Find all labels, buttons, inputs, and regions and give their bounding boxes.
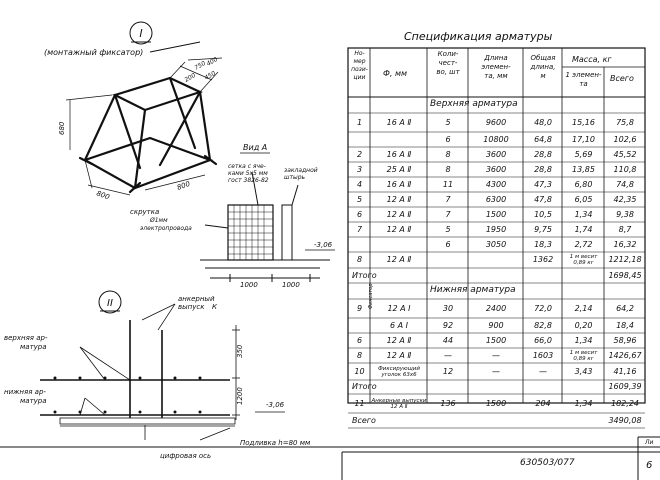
view-1-dim-base-right: 800 (175, 179, 192, 192)
table-cell-qty: 7 (445, 209, 451, 219)
sheet-corner-label: Ли (645, 439, 654, 446)
table-cell-tl: 66,0 (534, 335, 552, 345)
table-cell-phi: 16 А Ⅱ (386, 179, 412, 189)
view-1-caption: (монтажный фиксатор) (44, 48, 144, 57)
header-quantity (428, 50, 468, 77)
view-a-mesh-2: ками 5х5 мм (228, 170, 268, 177)
table-cell-mt: 1698,45 (608, 270, 642, 280)
table-cell-mt: 3490,08 (608, 415, 642, 425)
header-tl-line: Общая (530, 54, 556, 62)
table-cell-tl: 48,0 (534, 117, 552, 127)
table-cell-pos: 6 (356, 209, 363, 219)
table-cell-m1: 1 м весит 0,89 кг (569, 349, 598, 362)
table-cell-len: 900 (488, 320, 504, 330)
table-cell-mt: 182,24 (611, 398, 639, 408)
table-cell-pos: 11 (354, 398, 365, 408)
table-cell-len: 4300 (485, 179, 507, 189)
table-cell-m1: 15,16 (572, 117, 595, 127)
table-cell-mt: 41,16 (613, 366, 637, 376)
table-cell-phi: Фиксирующий уголок 63х6 (378, 365, 420, 378)
table-cell-mt: 8,7 (618, 224, 632, 234)
view-a-mesh-3: гост 3826-82 (228, 177, 269, 184)
view-a-twist-3: электропровода (140, 225, 192, 232)
table-cell-len: 2400 (485, 303, 507, 313)
view-2-section (4, 291, 311, 460)
table-cell-pos: 6 (356, 335, 363, 345)
view-1-dim-2: 750 (193, 59, 207, 72)
table-cell-mt: 9,38 (616, 209, 634, 219)
view-1-dim-base-left: 800 (95, 189, 111, 202)
table-cell-pos: 7 (356, 224, 363, 234)
table-cell-m1: 1,74 (574, 224, 593, 234)
table-cell-len: 10800 (483, 134, 509, 144)
table-cell-mt: 42,35 (613, 194, 637, 204)
view-1-dim-1: 400 (205, 55, 219, 68)
table-cell-mt: 16,32 (613, 239, 637, 249)
table-cell-qty: 7 (445, 194, 451, 204)
table-cell-qty: 8 (445, 164, 451, 174)
table-cell-tl: — (539, 366, 547, 376)
table-cell-phi: 6 А Ⅰ (389, 320, 408, 330)
view-a-dim-2: 1000 (282, 281, 300, 289)
table-cell-pos: 5 (356, 194, 363, 204)
view-a-title: Вид А (243, 143, 268, 152)
table-cell-tl: 10,5 (534, 209, 552, 219)
view-2-anchor-k: К (212, 303, 217, 311)
view-1-marker-label: I (139, 27, 143, 40)
view-2-bot-2: матура (20, 397, 47, 405)
header-qty-line: во, шт (436, 68, 460, 76)
header-mass: Масса, кг (572, 55, 612, 64)
table-cell-mt: 110,8 (613, 164, 637, 174)
table-cell-m1: 1,34 (574, 209, 593, 219)
table-cell-m1: 6,80 (574, 179, 593, 189)
view-1-dim-4: 200 (183, 71, 197, 84)
table-cell-tl: 47,8 (534, 194, 552, 204)
table-cell-qty: 136 (440, 398, 456, 408)
table-cell-qty: 5 (445, 224, 451, 234)
view-2-bot-1: нижняя ар- (4, 388, 46, 396)
table-cell-m1: 17,10 (572, 134, 595, 144)
header-tl-line: м (540, 72, 546, 80)
header-total-length (524, 54, 562, 81)
table-cell-qty: 44 (442, 335, 454, 345)
table-cell-m1: 6,05 (574, 194, 593, 204)
table-cell-mt: 18,4 (616, 320, 634, 330)
table-cell-len: 1500 (485, 209, 507, 219)
view-2-anchor-2: выпуск (178, 303, 205, 311)
table-cell-phi: 16 А Ⅱ (386, 149, 412, 159)
table-cell-side-label: Фиксатор (368, 283, 374, 309)
view-1-dim-height: 680 (58, 121, 66, 135)
view-a-dim-1: 1000 (240, 281, 258, 289)
header-pos-line: ции (353, 74, 366, 81)
table-cell-tl: 9,75 (534, 224, 552, 234)
header-pos-line: мер (353, 58, 366, 65)
table-cell-tl: 28,8 (534, 164, 552, 174)
table-cell-len: 3600 (485, 149, 507, 159)
table-cell-pos: 9 (356, 303, 363, 313)
table-cell-qty: 11 (442, 179, 454, 189)
table-cell-tl: 1362 (532, 255, 554, 264)
view-1-dim-3: 450 (203, 69, 217, 82)
table-cell-phi: Анкерные выпуски 12 А Ⅱ (371, 397, 427, 410)
table-cell-qty: 8 (445, 149, 451, 159)
table-cell-qty: 6 (445, 239, 451, 249)
table-cell-m1: 1,34 (574, 335, 593, 345)
table-cell-len: — (492, 350, 500, 360)
table-cell-mt: 1426,67 (608, 350, 642, 360)
table-cell-mt: 74,8 (616, 179, 634, 189)
section-title: Верхняя арматура (430, 99, 518, 109)
table-cell-mt: 58,96 (613, 335, 637, 345)
view-2-level: -3,06 (266, 401, 285, 409)
header-mass-total: Всего (610, 74, 634, 83)
table-cell-m1: 3,43 (574, 366, 593, 376)
view-2-top-2: матура (20, 343, 47, 351)
table-cell-mt: 45,52 (613, 149, 637, 159)
header-qty-line: чест- (438, 59, 458, 67)
spec-title: Спецификация арматуры (404, 30, 553, 43)
table-cell-mt: 1212,18 (608, 255, 642, 264)
view-2-axis: цифровая ось (160, 452, 212, 460)
header-length (469, 54, 523, 81)
view-2-subgrade: Подливка h=80 мм (240, 439, 311, 447)
view-1-fixture (44, 22, 222, 202)
view-a-pin-1: закладной (284, 167, 318, 174)
table-cell-len: — (492, 366, 500, 376)
view-2-anchor-1: анкерный (178, 295, 215, 303)
table-cell-pos: Итого (352, 382, 377, 391)
table-cell-phi: 12 А Ⅱ (386, 194, 412, 204)
table-cell-len: 3050 (485, 239, 507, 249)
table-cell-mt: 64,2 (616, 303, 634, 313)
header-qty-line: Коли- (437, 50, 459, 58)
table-cell-phi: 12 А Ⅱ (386, 255, 412, 264)
header-len-line: Длина (484, 54, 508, 62)
table-cell-pos: Итого (352, 270, 377, 280)
table-cell-tl: 28,8 (534, 149, 552, 159)
view-a-twist-2: Ø1мм (150, 217, 168, 224)
header-len-line: элемен- (481, 63, 511, 71)
table-cell-len: 1950 (485, 224, 507, 234)
table-cell-qty: 12 (442, 366, 454, 376)
table-cell-phi: 25 А Ⅱ (386, 164, 412, 174)
header-pos-line: Но- (354, 50, 365, 57)
table-cell-mt: 75,8 (616, 117, 634, 127)
table-cell-phi: 12 А Ⅰ (387, 303, 411, 313)
table-cell-qty: 5 (445, 117, 451, 127)
table-cell-len: 1500 (485, 335, 507, 345)
table-cell-m1: 5,69 (574, 149, 593, 159)
table-cell-pos: 8 (356, 350, 363, 360)
table-cell-m1: 13,85 (572, 164, 595, 174)
view-2-dim-1: 350 (236, 344, 244, 358)
table-cell-phi: 12 А Ⅱ (386, 350, 412, 360)
table-cell-pos: Всего (352, 415, 376, 425)
header-pos-line: пози- (351, 66, 368, 73)
table-cell-len: 1500 (485, 398, 507, 408)
view-a-mesh (228, 205, 273, 260)
view-a-mesh-1: сетка с яче- (228, 163, 266, 170)
table-cell-qty: — (444, 350, 452, 360)
header-tl-line: длина, (530, 63, 556, 71)
table-cell-tl: 47,3 (534, 179, 552, 189)
table-cell-qty: 30 (442, 303, 454, 313)
table-cell-tl: 82,8 (534, 320, 552, 330)
table-cell-tl: 204 (535, 398, 551, 408)
header-diameter: Ф, мм (383, 69, 408, 78)
table-cell-pos: 2 (356, 149, 363, 159)
header-m1-line: 1 элемен- (565, 71, 602, 79)
table-cell-pos: 1 (356, 117, 363, 127)
table-cell-tl: 1603 (532, 350, 554, 360)
table-cell-tl: 18,3 (534, 239, 552, 249)
table-cell-len: 9600 (485, 117, 507, 127)
section-title: Нижняя арматура (430, 285, 516, 295)
table-cell-qty: 92 (442, 320, 454, 330)
table-cell-len: 3600 (485, 164, 507, 174)
table-cell-m1: 0,20 (574, 320, 593, 330)
doc-number: 630503/077 (520, 458, 575, 468)
header-m1-line: та (579, 80, 588, 88)
table-cell-mt: 102,6 (613, 134, 637, 144)
table-cell-m1: 2,72 (574, 239, 593, 249)
header-len-line: та, мм (484, 72, 508, 80)
table-cell-pos: 8 (356, 255, 363, 264)
table-cell-phi: 12 А Ⅱ (386, 209, 412, 219)
header-position (349, 50, 370, 82)
table-cell-phi: 12 А Ⅱ (386, 335, 412, 345)
sheet-number: 6 (646, 460, 653, 471)
header-mass-one (563, 71, 604, 89)
table-cell-mt: 1609,39 (608, 382, 642, 391)
table-cell-phi: 12 А Ⅱ (386, 224, 412, 234)
view-a-pin-2: штырь (284, 174, 306, 181)
view-2-marker-label: II (107, 298, 113, 309)
table-cell-qty: 6 (445, 134, 451, 144)
table-cell-tl: 64,8 (534, 134, 552, 144)
view-a-twist-1: скрутка (130, 208, 160, 216)
table-cell-pos: 10 (354, 366, 365, 376)
table-cell-pos: 3 (356, 164, 363, 174)
view-2-top-1: верхняя ар- (4, 334, 48, 342)
view-2-dim-2: 1200 (236, 387, 244, 405)
table-cell-len: 6300 (485, 194, 507, 204)
table-cell-m1: 1,34 (574, 398, 593, 408)
table-cell-pos: 4 (356, 179, 363, 189)
table-cell-phi: 16 А Ⅱ (386, 117, 412, 127)
view-a-level: -3,06 (314, 241, 333, 249)
table-cell-m1: 2,14 (574, 303, 593, 313)
table-cell-tl: 72,0 (534, 303, 552, 313)
table-cell-m1: 1 м весит 0,89 кг (569, 254, 598, 266)
